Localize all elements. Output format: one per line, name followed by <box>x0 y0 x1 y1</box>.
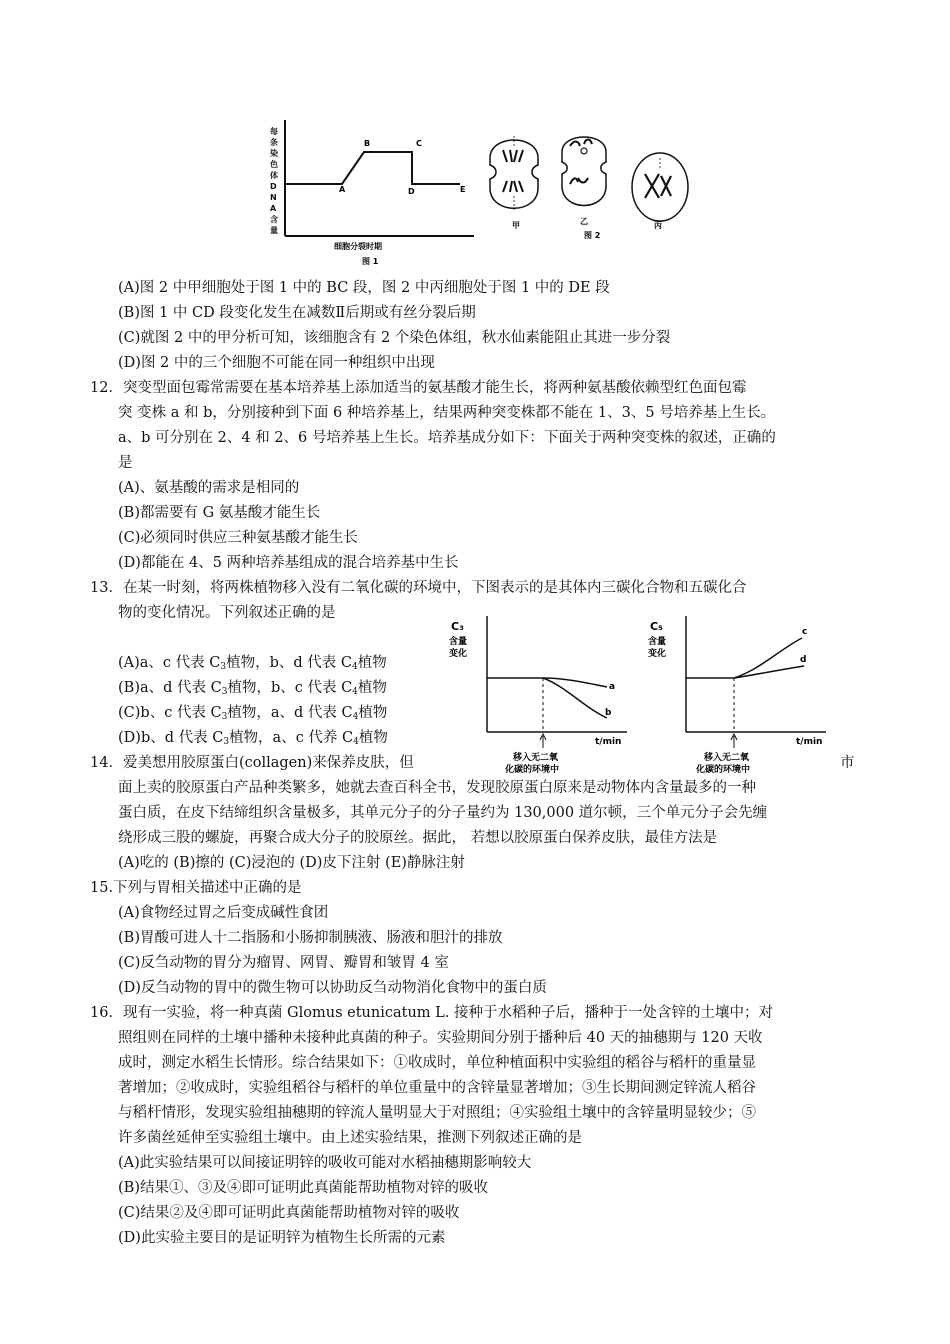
q16-option-d: (D)此实验主要目的是证明锌为植物生长所需的元素 <box>118 1230 446 1246</box>
ylabel-char: 量 <box>270 226 278 235</box>
q12-stem-line2: 突 变株 a 和 b，分别接种到下面 6 种培养基上，结果两种突变株都不能在 1、3、5 号培养基上生长。 <box>118 405 776 421</box>
q13-option-a: (A)a、c 代表 $C_3$植物，b、d 代表 $C_4$植物 <box>118 655 387 672</box>
q16-stem-line5: 与稻杆情形，发现实验组抽穗期的锌流人量明显大于对照组；④实验组土壤中的含锌量明显较少；⑤ <box>118 1105 756 1121</box>
ylabel-char: 含 <box>270 215 278 224</box>
q12-stem-line3: a、b 可分别在 2、4 和 2、6 号培养基上生长。培养基成分如下：下面关于两种突变株的叙述，正确的 <box>118 430 776 446</box>
q15-option-a: (A)食物经过胃之后变成碱性食团 <box>118 905 329 921</box>
q12-option-a: (A)、氨基酸的需求是相同的 <box>118 480 300 496</box>
q13-option-d: (D)b、d 代表 $C_3$植物，a、c 代养 $C_4$植物 <box>118 730 388 747</box>
q11-option-c: (C)就图 2 中的甲分析可知，该细胞含有 2 个染色体组，秋水仙素能阻止其进一步分裂 <box>118 330 671 346</box>
c3-label-a: a <box>609 682 616 692</box>
q14-stem-line1-end: 市 <box>840 755 855 771</box>
q11-option-d: (D)图 2 中的三个细胞不可能在同一种组织中出现 <box>118 355 435 371</box>
chart-c3 <box>445 612 645 792</box>
q14-stem-line3: 蛋白质，在皮下结缔组织含量极多，其单元分子的分子量约为 130,000 道尔顿，三个单元分子会先缠 <box>118 805 768 821</box>
ylabel-char: N <box>270 193 277 202</box>
q12-option-c: (C)必须同时供应三种氨基酸才能生长 <box>118 530 358 546</box>
q13-stem-line2: 物的变化情况。下列叙述正确的是 <box>118 605 336 621</box>
c3-ylabel-line2: 含量 <box>449 637 468 647</box>
q12-stem-line1: 12．突变型面包霉常需要在基本培养基上添加适当的氨基酸才能生长，将两种氨基酸依赖型红色面包霉 <box>90 380 747 396</box>
q16-stem-line4: 著增加；②收成时，实验组稻谷与稻杆的单位重量中的含锌量显著增加；③生长期间测定锌流人稻谷 <box>118 1080 756 1096</box>
ylabel-char: 条 <box>270 138 278 147</box>
ylabel-char: 体 <box>270 171 278 180</box>
q15-option-c: (C)反刍动物的胃分为瘤胃、网胃、瓣胃和皱胃 4 室 <box>118 955 449 971</box>
ylabel-char: 每 <box>270 127 278 136</box>
q16-stem-line6: 许多菌丝延伸至实验组土壤中。由上述实验结果，推测下列叙述正确的是 <box>118 1130 582 1146</box>
fig1-caption: 图 1 <box>362 257 379 266</box>
q16-option-c: (C)结果②及④即可证明此真菌能帮助植物对锌的吸收 <box>118 1205 460 1221</box>
c5-ylabel-line1: C₅ <box>650 620 663 633</box>
q13-option-b: (B)a、d 代表 $C_3$植物，b、c 代表 $C_4$植物 <box>118 680 387 697</box>
q15-option-b: (B)胃酸可进人十二指肠和小肠抑制胰液、肠液和胆汁的排放 <box>118 930 503 946</box>
ylabel-char: 染 <box>270 149 278 158</box>
q16-stem-line1: 16．现有一实验，将一种真菌 Glomus etunicatum L. 接种于水稻种子后，播种于一处含锌的土壤中；对 <box>90 1005 774 1021</box>
q12-stem-line4: 是 <box>118 455 133 471</box>
q11-option-b: (B)图 1 中 CD 段变化发生在减数Ⅱ后期或有丝分裂后期 <box>118 305 476 321</box>
q11-option-a: (A)图 2 中甲细胞处于图 1 中的 BC 段，图 2 中丙细胞处于图 1 中的 DE 段 <box>118 280 610 296</box>
c3-annotation-line2: 化碳的环境中 <box>505 765 560 775</box>
ylabel-char: 色 <box>270 160 278 169</box>
c5-ylabel-line3: 变化 <box>648 649 667 659</box>
c3-series-b <box>543 678 607 718</box>
q12-option-b: (B)都需要有 G 氨基酸才能生长 <box>118 505 321 521</box>
ylabel-char: D <box>270 182 277 191</box>
c5-label-c: c <box>802 627 808 637</box>
q13-option-c: (C)b、c 代表 $C_3$植物，a、d 代表 $C_4$植物 <box>118 705 388 722</box>
c5-xlabel: t/min <box>796 737 823 747</box>
figure-cell-division <box>262 112 702 272</box>
fig1-curve <box>285 152 460 184</box>
cell-yi <box>562 137 606 206</box>
q14-stem-line4: 绕形成三股的螺旋，再聚合成大分子的胶原丝。据此， 若想以胶原蛋白保养皮肤，最佳方法是 <box>118 830 718 846</box>
cell-label-bing: 丙 <box>654 221 662 230</box>
c5-series-d <box>734 666 804 678</box>
c5-annotation-line2: 化碳的环境中 <box>696 765 751 775</box>
q16-stem-line2: 照组则在同样的土壤中播种未接种此真菌的种子。实验期间分别于播种后 40 天的抽穗期与 120 天收 <box>118 1030 763 1046</box>
chart-c5 <box>644 612 844 792</box>
fig2-caption: 图 2 <box>584 231 601 240</box>
q15-option-d: (D)反刍动物的胃中的微生物可以协助反刍动物消化食物中的蛋白质 <box>118 980 547 996</box>
c3-ylabel-line1: C₃ <box>451 620 464 633</box>
q14-stem-line1: 14．爱美想用胶原蛋白(collagen)来保养皮肤，但 <box>90 755 414 771</box>
point-label-e: E <box>460 185 466 194</box>
q12-option-d: (D)都能在 4、5 两种培养基组成的混合培养基中生长 <box>118 555 459 571</box>
c3-label-b: b <box>605 708 612 718</box>
cell-label-jia: 甲 <box>512 221 520 230</box>
q16-option-b: (B)结果①、③及④即可证明此真菌能帮助植物对锌的吸收 <box>118 1180 488 1196</box>
ylabel-char: A <box>270 204 277 213</box>
fig1-xlabel: 细胞分裂时期 <box>334 242 382 251</box>
c3-ylabel-line3: 变化 <box>449 649 468 659</box>
q14-options: (A)吃的 (B)擦的 (C)浸泡的 (D)皮下注射 (E)静脉注射 <box>118 855 465 871</box>
q15-stem: 15.下列与胃相关描述中正确的是 <box>90 880 302 896</box>
c5-label-d: d <box>800 655 807 665</box>
c5-ylabel-line2: 含量 <box>648 637 667 647</box>
point-label-a: A <box>339 185 346 194</box>
c3-annotation-line1: 移入无二氧 <box>513 753 559 763</box>
q16-stem-line3: 成时，测定水稻生长情形。综合结果如下：①收成时，单位种植面积中实验组的稻谷与稻杆的重量显 <box>118 1055 756 1071</box>
q16-option-a: (A)此实验结果可以间接证明锌的吸收可能对水稻抽穗期影响较大 <box>118 1155 532 1171</box>
q13-stem-line1: 13．在某一时刻，将两株植物移入没有二氧化碳的环境中，下图表示的是其体内三碳化合物和五碳化合 <box>90 580 747 596</box>
c5-series-c <box>686 638 802 678</box>
q14-stem-line2: 面上卖的胶原蛋白产品种类繁多，她就去查百科全书，发现胶原蛋白原来是动物体内含量最多的一种 <box>118 780 756 796</box>
fig1-ylabel <box>269 126 278 235</box>
cell-label-yi: 乙 <box>580 217 588 226</box>
c5-annotation-line1: 移入无二氧 <box>704 753 750 763</box>
cell-bing <box>632 153 688 221</box>
point-label-b: B <box>364 139 371 148</box>
point-label-c: C <box>416 139 422 148</box>
cell-jia <box>490 136 538 210</box>
point-label-d: D <box>408 187 415 196</box>
c3-xlabel: t/min <box>595 737 622 747</box>
